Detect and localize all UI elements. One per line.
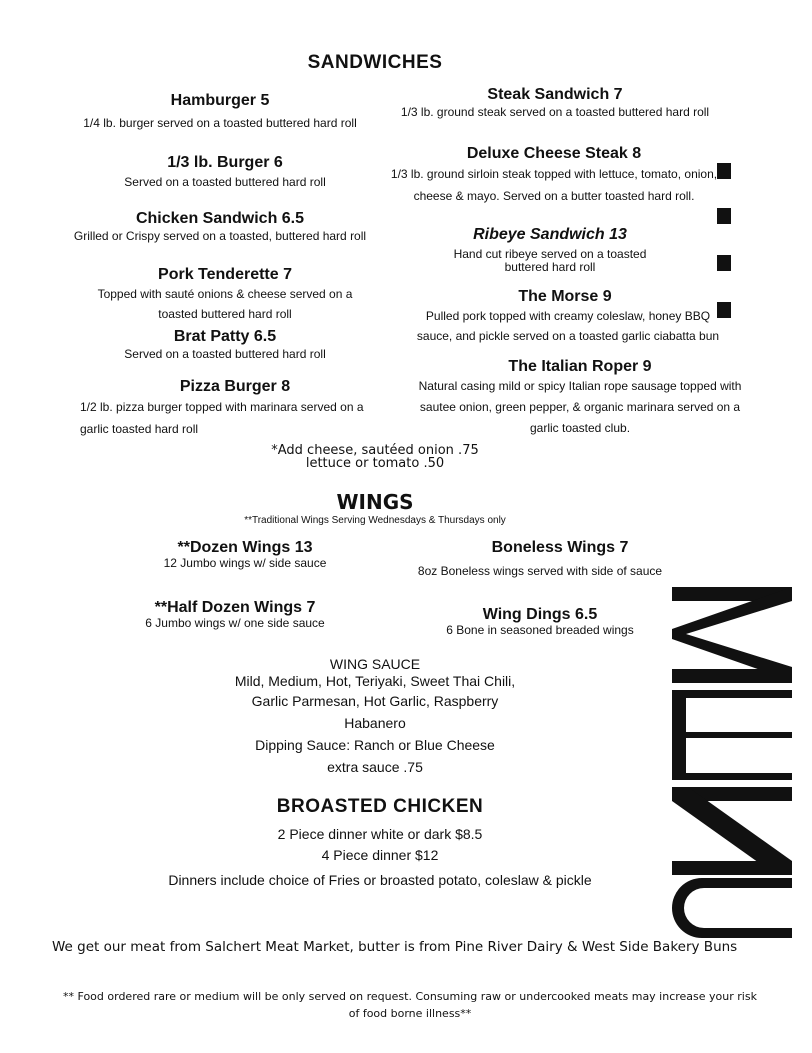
item-desc: 1/3 lb. ground sirloin steak topped with lettuce, tomato, onion, cheese & mayo. Served on a butter toasted hard roll. xyxy=(390,167,718,203)
item-title: Pork Tenderette 7 xyxy=(158,266,292,283)
bullet-square xyxy=(717,302,731,318)
menu-item-third-lb-burger xyxy=(70,154,380,192)
addon-line-2: lettuce or tomato .50 xyxy=(305,456,445,471)
wing-sauce-heading: WING SAUCE xyxy=(329,656,421,672)
item-desc: Grilled or Crispy served on a toasted, buttered hard roll xyxy=(73,229,367,243)
bullet-square xyxy=(717,255,731,271)
item-title: Boneless Wings 7 xyxy=(491,539,629,556)
item-title: Brat Patty 6.5 xyxy=(173,328,277,345)
menu-item-steak-sandwich xyxy=(390,86,720,120)
item-title: Steak Sandwich 7 xyxy=(487,86,623,103)
broasted-block xyxy=(150,824,610,894)
sandwiches-heading: SANDWICHES xyxy=(307,52,443,73)
wing-sauce-line: Garlic Parmesan, Hot Garlic, Raspberry Habanero xyxy=(251,693,499,731)
item-desc: Natural casing mild or spicy Italian rope sausage topped with sautee onion, green pepper, & organic marinara served on a garlic toasted club. xyxy=(418,379,742,435)
menu-item-the-morse xyxy=(400,288,730,346)
broasted-line: Dinners include choice of Fries or broasted potato, coleslaw & pickle xyxy=(168,872,592,888)
wings-note: **Traditional Wings Serving Wednesdays & Thursdays only xyxy=(244,515,506,526)
item-title: The Italian Roper 9 xyxy=(508,358,652,375)
warning-line-1: ** Food ordered rare or medium will be only served on request. Consuming raw or undercooked meats may increase your risk xyxy=(63,990,757,1003)
menu-item-ribeye-sandwich xyxy=(400,226,700,274)
warning-note xyxy=(60,988,760,1022)
wing-sauce-block xyxy=(225,656,525,778)
bullet-square xyxy=(717,208,731,224)
addon-line-1: *Add cheese, sautéed onion .75 xyxy=(271,443,479,458)
warning-line-2: of food borne illness** xyxy=(348,1007,472,1020)
item-desc: 12 Jumbo wings w/ side sauce xyxy=(163,556,327,570)
menu-item-pizza-burger xyxy=(80,378,390,440)
wing-sauce-line: extra sauce .75 xyxy=(327,759,423,775)
bullet-square xyxy=(717,163,731,179)
item-title: 1/3 lb. Burger 6 xyxy=(167,154,283,171)
menu-item-hamburger xyxy=(70,92,370,130)
item-title: Pizza Burger 8 xyxy=(179,378,291,395)
item-desc: Served on a toasted buttered hard roll xyxy=(124,347,326,361)
item-desc: 1/4 lb. burger served on a toasted buttered hard roll xyxy=(83,116,357,130)
broasted-heading: BROASTED CHICKEN xyxy=(276,796,484,817)
sourcing-note: We get our meat from Salchert Meat Market, butter is from Pine River Dairy & West Side Bakery Buns xyxy=(52,939,738,955)
item-desc: 6 Bone in seasoned breaded wings xyxy=(446,623,634,637)
item-desc: 6 Jumbo wings w/ one side sauce xyxy=(145,616,325,630)
logo-letter-u xyxy=(672,878,792,942)
logo-letter-m xyxy=(672,587,792,682)
logo-letter-e xyxy=(672,732,792,738)
item-desc: Topped with sauté onions & cheese served on a toasted buttered hard roll xyxy=(97,287,353,321)
broasted-line: 2 Piece dinner white or dark $8.5 xyxy=(277,826,483,842)
wings-heading: WINGS xyxy=(336,490,414,514)
item-title: **Half Dozen Wings 7 xyxy=(154,599,316,616)
item-desc: 1/3 lb. ground steak served on a toasted buttered hard roll xyxy=(400,105,710,119)
item-desc: 1/2 lb. pizza burger topped with marinara served on a garlic toasted hard roll xyxy=(80,400,364,436)
item-desc: Hand cut ribeye served on a toasted buttered hard roll xyxy=(453,247,647,274)
logo-letter-e xyxy=(672,773,792,780)
menu-item-boneless-wings xyxy=(410,539,710,581)
item-title: **Dozen Wings 13 xyxy=(177,539,313,556)
menu-item-wing-dings xyxy=(410,606,670,636)
wing-sauce-line: Dipping Sauce: Ranch or Blue Cheese xyxy=(255,737,495,753)
item-title: Deluxe Cheese Steak 8 xyxy=(466,145,642,162)
item-desc: Served on a toasted buttered hard roll xyxy=(124,175,326,189)
menu-item-deluxe-cheese-steak xyxy=(388,145,720,207)
menu-item-chicken-sandwich xyxy=(70,210,370,243)
logo-letter-e xyxy=(672,690,792,698)
menu-item-half-dozen-wings xyxy=(120,599,350,629)
item-title: Ribeye Sandwich 13 xyxy=(473,226,627,243)
menu-item-dozen-wings xyxy=(130,539,360,569)
item-desc: Pulled pork topped with creamy coleslaw, honey BBQ sauce, and pickle served on a toasted garlic ciabatta bun xyxy=(416,309,720,343)
logo-letter-m xyxy=(672,669,792,683)
item-title: The Morse 9 xyxy=(518,288,612,305)
broasted-line: 4 Piece dinner $12 xyxy=(321,847,439,863)
item-title: Hamburger 5 xyxy=(170,92,270,109)
addon-note xyxy=(240,444,510,470)
item-title: Wing Dings 6.5 xyxy=(482,606,598,623)
menu-item-pork-tenderette xyxy=(80,266,370,324)
wing-sauce-line: Mild, Medium, Hot, Teriyaki, Sweet Thai Chili, xyxy=(234,673,516,689)
menu-item-italian-roper xyxy=(410,358,750,439)
logo-letter-n xyxy=(672,861,792,875)
item-title: Chicken Sandwich 6.5 xyxy=(135,210,305,227)
item-desc: 8oz Boneless wings served with side of sauce xyxy=(417,564,663,578)
menu-item-brat-patty xyxy=(70,328,380,362)
